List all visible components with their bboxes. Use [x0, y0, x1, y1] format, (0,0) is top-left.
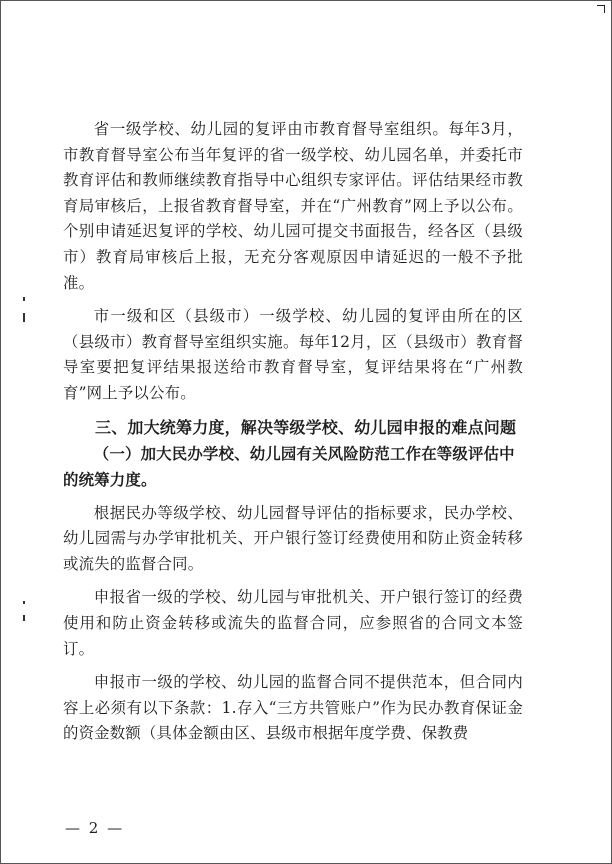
scan-corner-mark [597, 5, 605, 13]
section-heading: 三、加大统筹力度，解决等级学校、幼儿园申报的难点问题 [95, 417, 517, 437]
paragraph-review-provincial: 省一级学校、幼儿园的复评由市教育督导室组织。每年3月，市教育督导室公布当年复评的省一级学校、幼儿园名单，并委托市教育评估和教师继续教育指导中心组织专家评估。评估结果经市教育局审核后，上报省教育督导室，并在“广州教育”网上予以公布。个别申请延迟复评的学校、幼儿园可提交书面报告，经各区（县级市）教育局审核后上报，无充分客观原因申请延迟的一般不予批准。 [63, 120, 523, 292]
binding-mark [23, 615, 25, 621]
page-number: — 2 — [65, 819, 125, 837]
paragraph-municipal-contract: 申报市一级的学校、幼儿园的监督合同不提供范本，但合同内容上必须有以下条款：1.存入“三方共管账户”作为民办教育保证金的资金数额（具体金额由区、县级市根据年度学费、保教费 [63, 673, 523, 743]
binding-mark [23, 601, 25, 604]
binding-mark [23, 313, 25, 322]
document-body [63, 117, 523, 747]
paragraph-private-schools-contract: 根据民办等级学校、幼儿园督导评估的指标要求，民办学校、幼儿园需与办学审批机关、开户银行签订经费使用和防止资金转移或流失的监督合同。 [63, 503, 523, 573]
paragraph-review-municipal: 市一级和区（县级市）一级学校、幼儿园的复评由所在的区（县级市）教育督导室组织实施。每年12月，区（县级市）教育督导室要把复评结果报送给市教育督导室，复评结果将在“广州教育”网上予以公布。 [63, 307, 523, 402]
subsection-heading: （一）加大民办学校、幼儿园有关风险防范工作在等级评估中的统筹力度。 [63, 444, 515, 489]
paragraph-provincial-contract: 申报省一级的学校、幼儿园与审批机关、开户银行签订的经费使用和防止资金转移或流失的监督合同，应参照省的合同文本签订。 [63, 588, 523, 658]
binding-mark [23, 297, 25, 301]
